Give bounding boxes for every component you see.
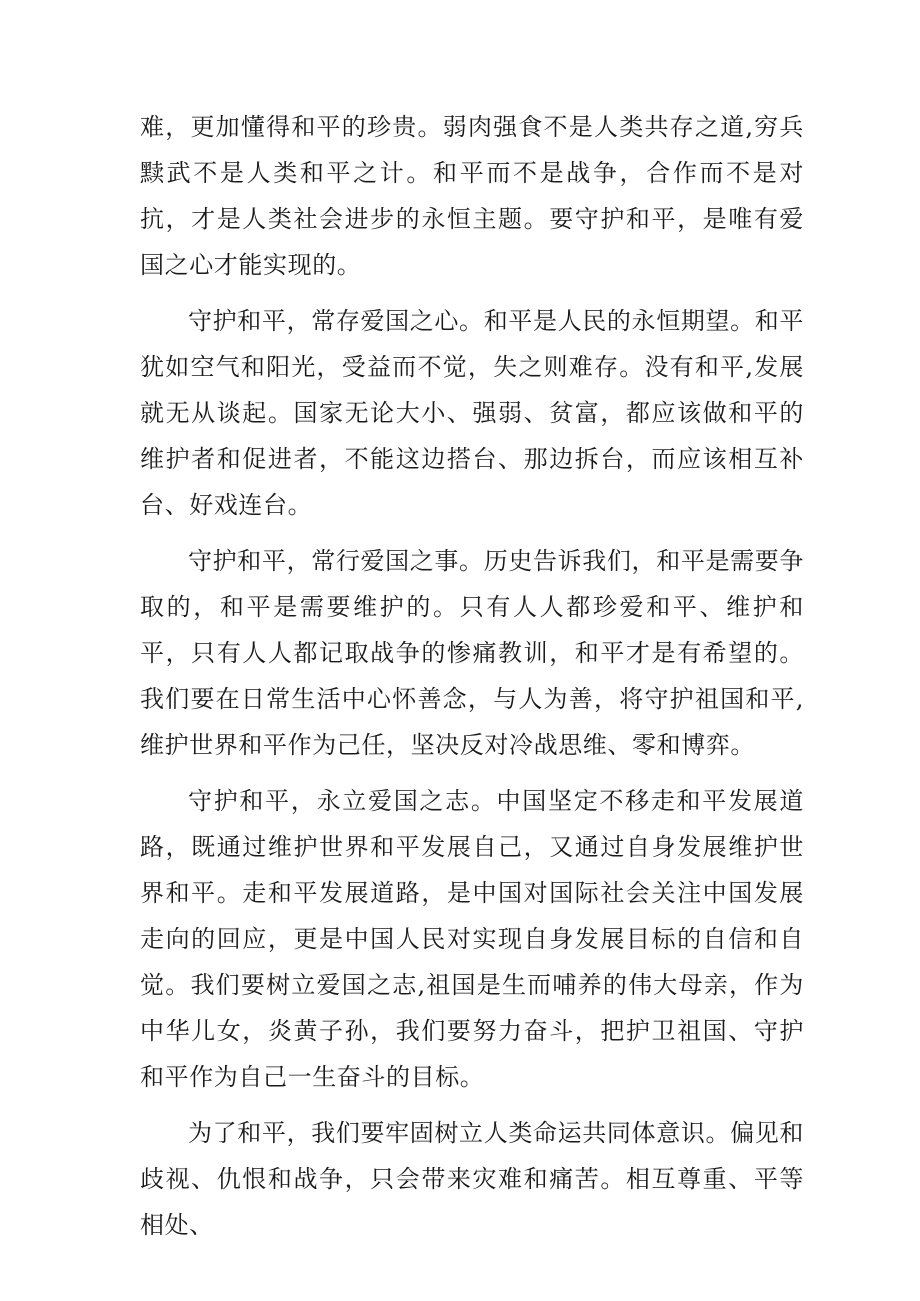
paragraph-3: 守护和平，常行爱国之事。历史告诉我们，和平是需要争取的，和平是需要维护的。只有人人都珍爱和平、维护和平，只有人人都记取战争的惨痛教训，和平才是有希望的。我们要在日常生活中心怀善念，与人为善，将守护祖国和平,维护世界和平作为己任，坚决反对冷战思维、零和博弈。	[140, 547, 804, 759]
paragraph-2: 守护和平，常存爱国之心。和平是人民的永恒期望。和平犹如空气和阳光，受益而不觉，失之则难存。没有和平,发展就无从谈起。国家无论大小、强弱、贫富，都应该做和平的维护者和促进者，不能这边搭台、那边拆台，而应该相互补台、好戏连台。	[140, 307, 804, 519]
paragraph-1: 难，更加懂得和平的珍贵。弱肉强食不是人类共存之道,穷兵黩武不是人类和平之计。和平而不是战争，合作而不是对抗，才是人类社会进步的永恒主题。要守护和平，是唯有爱国之心才能实现的。	[140, 113, 804, 279]
paragraph-4: 守护和平，永立爱国之志。中国坚定不移走和平发展道路，既通过维护世界和平发展自己，又通过自身发展维护世界和平。走和平发展道路，是中国对国际社会关注中国发展走向的回应，更是中国人民对实现自身发展目标的自信和自觉。我们要树立爱国之志,祖国是生而哺养的伟大母亲，作为中华儿女，炎黄子孙，我们要努力奋斗，把护卫祖国、守护和平作为自己一生奋斗的目标。	[140, 787, 804, 1091]
body-text	[140, 104, 804, 1258]
paragraph-5: 为了和平，我们要牢固树立人类命运共同体意识。偏见和歧视、仇恨和战争，只会带来灾难和痛苦。相互尊重、平等相处、	[140, 1119, 804, 1239]
